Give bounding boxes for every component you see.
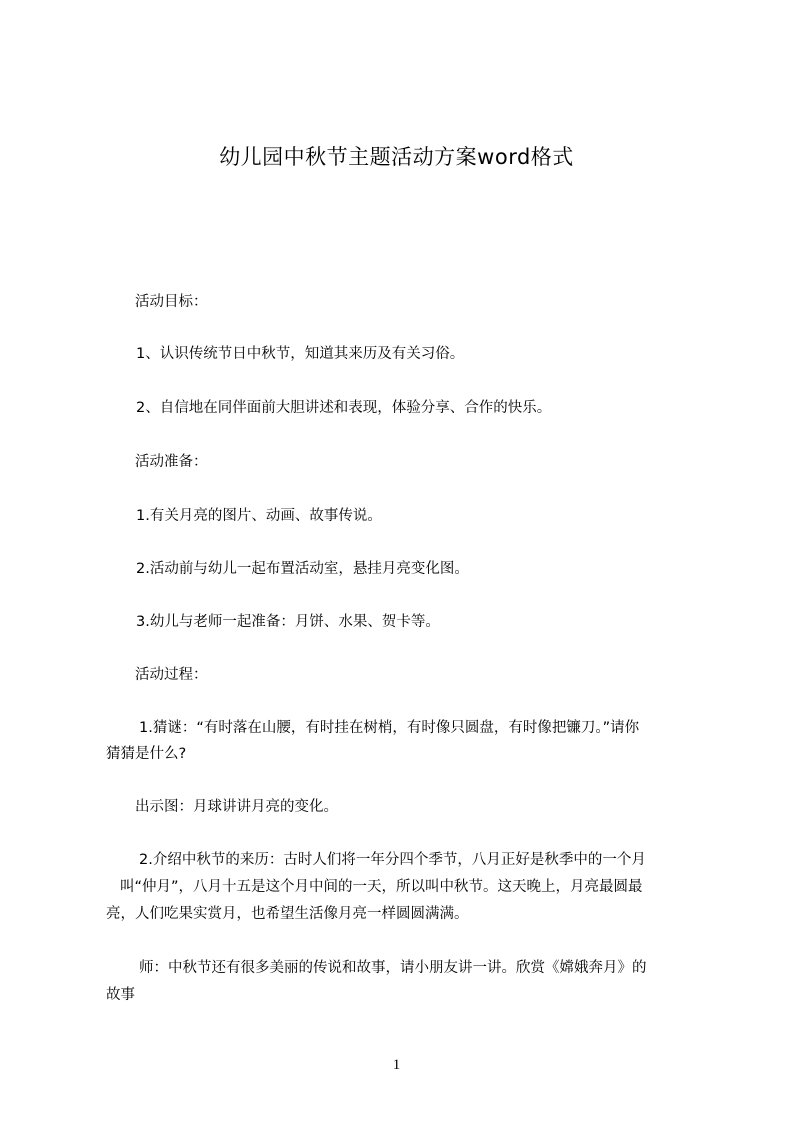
preparation-item-2: 2.活动前与幼儿一起布置活动室，悬挂月亮变化图。: [136, 561, 469, 577]
teacher-line-2: 故事: [106, 987, 135, 1003]
section-heading-process: 活动过程：: [106, 667, 208, 683]
goal-item-1: 1、认识传统节日中秋节，知道其来历及有关习俗。: [136, 346, 465, 362]
process-item-2-line-3: 亮，人们吃果实赏月，也希望生活像月亮一样圆圆满满。: [106, 906, 469, 922]
section-heading-preparation: 活动准备：: [106, 454, 208, 470]
teacher-line-1: 师：中秋节还有很多美丽的传说和故事，请小朋友讲一讲。欣赏《嫦娥奔月》的: [139, 960, 647, 976]
process-item-2-line-2: 叫“仲月”，八月十五是这个月中间的一天，所以叫中秋节。这天晚上，月亮最圆最: [120, 879, 643, 895]
process-item-1-line-2: 猜猜是什么?: [106, 746, 187, 762]
page-number: 1: [392, 1057, 401, 1073]
preparation-item-3: 3.幼儿与老师一起准备：月饼、水果、贺卡等。: [136, 614, 440, 630]
preparation-item-1: 1.有关月亮的图片、动画、故事传说。: [136, 508, 382, 524]
goal-item-2: 2、自信地在同伴面前大胆讲述和表现，体验分享、合作的快乐。: [136, 400, 552, 416]
section-heading-goals: 活动目标：: [106, 294, 208, 310]
process-item-1-line-1: 1.猜谜：“有时落在山腰，有时挂在树梢，有时像只圆盘，有时像把镰刀。”请你: [139, 720, 640, 736]
document-title: 幼儿园中秋节主题活动方案word格式: [219, 145, 574, 169]
process-item-2-line-1: 2.介绍中秋节的来历：古时人们将一年分四个季节，八月正好是秋季中的一个月: [139, 852, 646, 868]
process-show-image: 出示图：月球讲讲月亮的变化。: [106, 799, 338, 815]
